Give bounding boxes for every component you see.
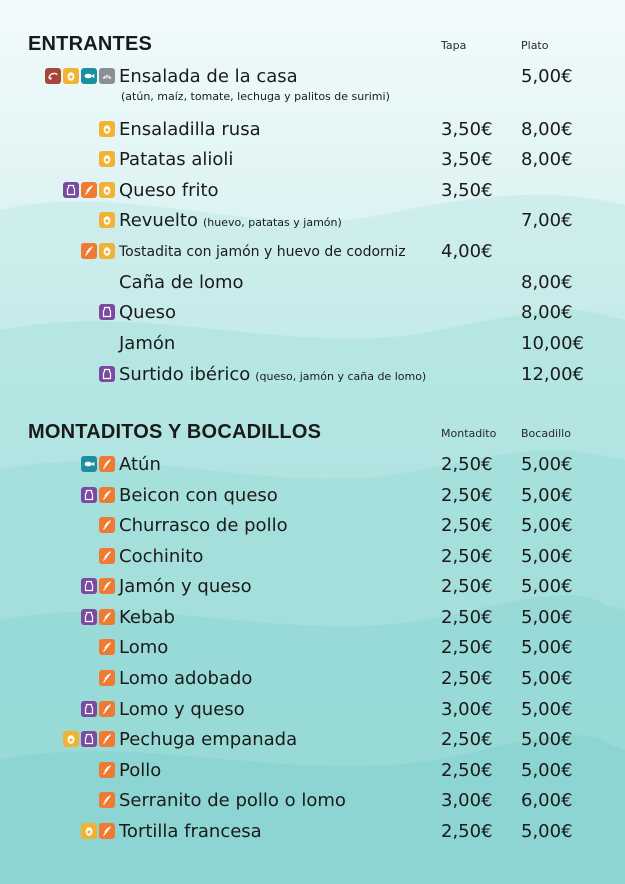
price-col-1: 2,50€ [441, 760, 493, 781]
price-col-2: 12,00€ [521, 364, 584, 385]
price-col-1: 2,50€ [441, 485, 493, 506]
section-title: ENTRANTES [28, 33, 153, 55]
menu-item-row [0, 727, 625, 755]
item-name [119, 637, 168, 658]
gluten-icon [99, 823, 115, 839]
huevo-icon [99, 151, 115, 167]
price-col-1: 2,50€ [441, 821, 493, 842]
item-name [119, 66, 298, 87]
gluten-icon [99, 792, 115, 808]
gluten-icon [99, 731, 115, 747]
crustaceo-icon [45, 68, 61, 84]
gluten-icon [99, 548, 115, 564]
item-name-text: Surtido ibérico [119, 364, 251, 385]
section-header [28, 33, 588, 57]
gluten-icon [99, 701, 115, 717]
price-col-1: 2,50€ [441, 546, 493, 567]
price-col-1: 2,50€ [441, 607, 493, 628]
menu-item-row [0, 270, 625, 298]
allergen-icons [81, 701, 115, 717]
huevo-icon [99, 243, 115, 259]
lacteo-icon [99, 366, 115, 382]
allergen-icons [99, 366, 115, 382]
column-header-1: Tapa [441, 39, 467, 52]
menu-item-row [0, 239, 625, 267]
item-name-text: Queso [119, 302, 177, 323]
price-col-1: 4,00€ [441, 241, 493, 262]
item-name [119, 821, 262, 842]
item-name [119, 454, 161, 475]
menu-item-row [0, 544, 625, 572]
item-name [119, 333, 175, 354]
item-name-text: Cochinito [119, 546, 204, 567]
item-name-text: Serranito de pollo o lomo [119, 790, 346, 811]
pescado-icon [81, 456, 97, 472]
menu-item-row [0, 331, 625, 359]
item-name-text: Ensaladilla rusa [119, 119, 261, 140]
price-col-2: 5,00€ [521, 454, 573, 475]
gluten-icon [81, 243, 97, 259]
lacteo-icon [81, 487, 97, 503]
price-col-2: 8,00€ [521, 272, 573, 293]
column-header-2: Plato [521, 39, 549, 52]
price-col-1: 2,50€ [441, 576, 493, 597]
gluten-icon [99, 609, 115, 625]
item-name-text: Atún [119, 454, 161, 475]
huevo-icon [63, 731, 79, 747]
item-name [119, 668, 252, 689]
price-col-1: 2,50€ [441, 637, 493, 658]
menu-item-row [0, 697, 625, 725]
item-name [119, 607, 175, 628]
allergen-icons [81, 578, 115, 594]
section-title: MONTADITOS Y BOCADILLOS [28, 421, 322, 443]
item-name [119, 364, 426, 385]
huevo-icon [81, 823, 97, 839]
item-name-text: Pechuga empanada [119, 729, 298, 750]
price-col-1: 3,00€ [441, 790, 493, 811]
lacteo-icon [99, 304, 115, 320]
menu-item-row [0, 117, 625, 145]
menu-item-row [0, 452, 625, 480]
menu-item-row [0, 147, 625, 175]
menu-item-row [0, 605, 625, 633]
menu-item-row [0, 635, 625, 663]
allergen-icons [63, 182, 115, 198]
item-name-text: Lomo adobado [119, 668, 253, 689]
price-col-2: 5,00€ [521, 515, 573, 536]
menu-item-row [0, 483, 625, 511]
item-subtext: (atún, maíz, tomate, lechuga y palitos de surimi) [121, 90, 390, 103]
allergen-icons [99, 151, 115, 167]
allergen-icons [99, 670, 115, 686]
menu-item-row [0, 178, 625, 206]
allergen-icons [81, 243, 115, 259]
item-name-text: Lomo y queso [119, 699, 245, 720]
menu-item-row [0, 208, 625, 236]
price-col-1: 3,50€ [441, 119, 493, 140]
item-name [119, 485, 278, 506]
allergen-icons [99, 212, 115, 228]
menu-item-row [0, 574, 625, 602]
item-name [119, 546, 203, 567]
item-name [119, 272, 244, 293]
item-name [119, 119, 261, 140]
price-col-2: 8,00€ [521, 302, 573, 323]
allergen-icons [63, 731, 115, 747]
gluten-icon [99, 456, 115, 472]
allergen-icons [99, 304, 115, 320]
lacteo-icon [81, 701, 97, 717]
item-detail: (queso, jamón y caña de lomo) [255, 370, 427, 383]
price-col-2: 7,00€ [521, 210, 573, 231]
item-name [119, 180, 219, 201]
price-col-2: 5,00€ [521, 821, 573, 842]
item-name [119, 729, 297, 750]
item-name-text: Tortilla francesa [119, 821, 262, 842]
gluten-icon [81, 182, 97, 198]
price-col-1: 2,50€ [441, 729, 493, 750]
price-col-2: 5,00€ [521, 485, 573, 506]
lacteo-icon [81, 578, 97, 594]
item-name-text: Kebab [119, 607, 175, 628]
item-name [119, 302, 176, 323]
allergen-icons [99, 639, 115, 655]
item-name-text: Pollo [119, 760, 162, 781]
pescado-icon [81, 68, 97, 84]
price-col-1: 3,50€ [441, 180, 493, 201]
huevo-icon [99, 121, 115, 137]
lacteo-icon [81, 731, 97, 747]
item-name-text: Jamón y queso [119, 576, 252, 597]
gluten-icon [99, 670, 115, 686]
item-name-text: Patatas alioli [119, 149, 234, 170]
lacteo-icon [63, 182, 79, 198]
menu-item-row [0, 788, 625, 816]
menu-item-row [0, 362, 625, 390]
price-col-2: 8,00€ [521, 149, 573, 170]
item-name-text: Revuelto [119, 210, 198, 231]
item-name [119, 790, 346, 811]
section-header [28, 421, 588, 445]
item-name-text: Beicon con queso [119, 485, 278, 506]
price-col-2: 5,00€ [521, 576, 573, 597]
huevo-icon [63, 68, 79, 84]
item-name-text: Jamón [119, 333, 176, 354]
allergen-icons [99, 548, 115, 564]
menu-item-row [0, 819, 625, 847]
gluten-icon [99, 517, 115, 533]
price-col-2: 5,00€ [521, 66, 573, 87]
item-name-text: Ensalada de la casa [119, 66, 298, 87]
menu-item-row [0, 64, 625, 103]
menu-item-row [0, 513, 625, 541]
allergen-icons [99, 762, 115, 778]
huevo-icon [99, 212, 115, 228]
item-detail: (huevo, patatas y jamón) [202, 216, 342, 229]
item-name-text: Churrasco de pollo [119, 515, 288, 536]
lacteo-icon [81, 609, 97, 625]
column-header-2: Bocadillo [521, 427, 571, 440]
item-name [119, 515, 288, 536]
menu-item-row [0, 300, 625, 328]
allergen-icons [99, 792, 115, 808]
allergen-icons [99, 121, 115, 137]
column-header-1: Montadito [441, 427, 497, 440]
item-name [119, 244, 406, 260]
molusco-icon [99, 68, 115, 84]
price-col-2: 5,00€ [521, 607, 573, 628]
item-name [119, 699, 245, 720]
item-name-text: Queso frito [119, 180, 219, 201]
price-col-2: 5,00€ [521, 729, 573, 750]
price-col-2: 10,00€ [521, 333, 584, 354]
gluten-icon [99, 487, 115, 503]
menu-item-row [0, 758, 625, 786]
gluten-icon [99, 639, 115, 655]
allergen-icons [81, 456, 115, 472]
price-col-1: 3,50€ [441, 149, 493, 170]
price-col-2: 5,00€ [521, 760, 573, 781]
allergen-icons [99, 517, 115, 533]
item-name [119, 576, 252, 597]
price-col-1: 2,50€ [441, 668, 493, 689]
price-col-2: 6,00€ [521, 790, 573, 811]
gluten-icon [99, 578, 115, 594]
allergen-icons [81, 487, 115, 503]
gluten-icon [99, 762, 115, 778]
item-name [119, 210, 342, 231]
item-name [119, 760, 161, 781]
menu-item-row [0, 666, 625, 694]
price-col-2: 8,00€ [521, 119, 573, 140]
huevo-icon [99, 182, 115, 198]
price-col-1: 2,50€ [441, 515, 493, 536]
price-col-1: 3,00€ [441, 699, 493, 720]
item-name-text: Tostadita con jamón y huevo de codorniz [119, 244, 406, 260]
price-col-2: 5,00€ [521, 699, 573, 720]
price-col-2: 5,00€ [521, 668, 573, 689]
allergen-icons [81, 823, 115, 839]
item-name-text: Caña de lomo [119, 272, 244, 293]
allergen-icons [81, 609, 115, 625]
item-name-text: Lomo [119, 637, 169, 658]
price-col-2: 5,00€ [521, 546, 573, 567]
price-col-1: 2,50€ [441, 454, 493, 475]
item-name [119, 149, 233, 170]
price-col-2: 5,00€ [521, 637, 573, 658]
allergen-icons [45, 68, 115, 84]
